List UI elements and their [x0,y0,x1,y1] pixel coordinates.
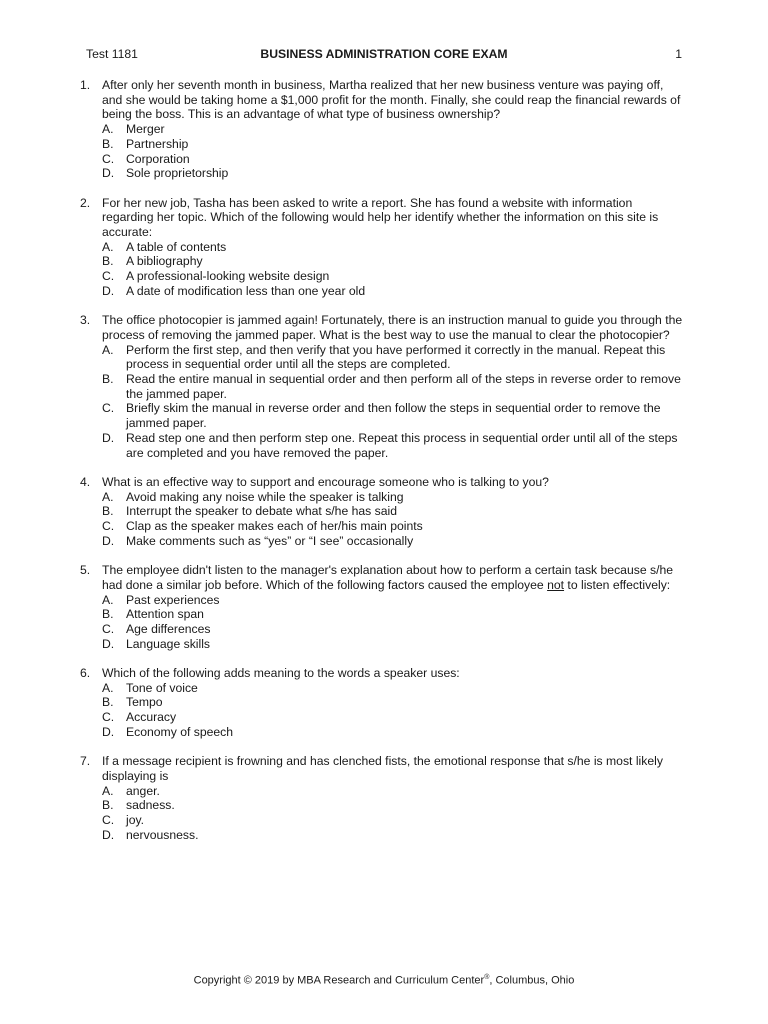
answer-option [102,710,684,725]
question-text: The office photocopier is jammed again! Fortunately, there is an instruction manual to guide you through the process of removing the jammed paper. What is the best way to use the manual to clear the photocopier? [102,313,683,342]
question-number: 3. [80,313,91,328]
question-6 [80,666,684,740]
option-text: Sole proprietorship [126,166,229,181]
option-letter: D. [102,636,115,651]
answer-option [102,269,684,284]
option-letter: B. [102,798,114,813]
answer-options [102,681,684,740]
answer-option [102,372,684,401]
option-letter: D. [102,827,115,842]
question-5 [80,563,684,651]
answer-options [102,490,684,549]
option-text: Corporation [126,151,190,166]
answer-option [102,122,684,137]
option-letter: C. [102,269,115,284]
option-letter: A. [102,342,114,357]
answer-option [102,166,684,181]
option-text: Attention span [126,607,204,622]
option-text: Briefly skim the manual in reverse order and then follow the steps in sequential order to remove the jammed paper. [126,401,661,431]
option-letter: D. [102,724,115,739]
answer-option [102,813,684,828]
copyright-location: , Columbus, Ohio [489,974,575,987]
question-text: Which of the following adds meaning to the words a speaker uses: [102,666,460,681]
answer-option [102,622,684,637]
answer-option [102,519,684,534]
answer-options [102,343,684,461]
question-number: 4. [80,474,91,489]
option-text: Clap as the speaker makes each of her/his main points [126,519,423,534]
question-1 [80,78,684,181]
question-list [80,78,684,857]
question-4 [80,475,684,549]
option-letter: D. [102,283,115,298]
registered-mark: ® [484,974,490,981]
option-text: Partnership [126,136,189,151]
question-3 [80,313,684,460]
question-text-start: The employee didn't listen to the manager's explanation about how to perform a certain task because s/he had done a similar job before. Which of the following factors caused the employee [102,563,674,592]
option-letter: B. [102,695,114,710]
option-letter: A. [102,783,114,798]
answer-option [102,284,684,299]
option-text: Age differences [126,621,211,636]
option-letter: B. [102,607,114,622]
answer-option [102,431,684,460]
option-letter: C. [102,401,115,416]
option-text: A professional-looking website design [126,269,330,284]
answer-option [102,607,684,622]
option-text: Interrupt the speaker to debate what s/he has said [126,504,398,519]
option-letter: A. [102,239,114,254]
option-text: Make comments such as “yes” or “I see” occasionally [126,533,414,548]
question-text [102,563,684,592]
option-letter: B. [102,254,114,269]
option-text: A date of modification less than one year old [126,283,366,298]
option-letter: C. [102,813,115,828]
option-text: sadness. [126,798,175,813]
answer-option [102,343,684,372]
answer-option [102,401,684,430]
answer-options [102,122,684,181]
answer-option [102,593,684,608]
answer-options [102,593,684,652]
answer-option [102,254,684,269]
page-header [86,46,682,62]
option-text: Merger [126,122,165,137]
answer-options [102,240,684,299]
exam-title: BUSINESS ADMINISTRATION CORE EXAM [260,47,508,61]
option-text: Read step one and then perform step one. Repeat this process in sequential order until all of the steps are completed and you have removed the paper. [126,430,678,460]
option-letter: B. [102,504,114,519]
question-number: 6. [80,666,91,681]
question-number: 5. [80,563,91,578]
option-letter: B. [102,372,114,387]
answer-option [102,137,684,152]
option-text: joy. [126,813,145,828]
copyright-footer [0,971,768,988]
option-letter: A. [102,489,114,504]
option-letter: A. [102,680,114,695]
option-letter: A. [102,592,114,607]
option-text: anger. [126,783,160,798]
option-text: Avoid making any noise while the speaker is talking [126,489,404,504]
option-text: Read the entire manual in sequential order and then perform all of the steps in reverse order to remove the jammed paper. [126,372,681,401]
question-text: After only her seventh month in business, Martha realized that her new business venture was paying off, and she would be taking home a $1,000 profit for the month. Finally, she could reap the financial rewards of being the boss. This is an advantage of what type of business ownership? [102,78,681,122]
option-letter: B. [102,136,114,151]
option-text: Tempo [126,695,163,710]
option-letter: C. [102,151,115,166]
question-number: 1. [80,78,91,92]
answer-option [102,695,684,710]
option-text: A table of contents [126,239,227,254]
question-number: 2. [80,195,91,210]
option-letter: D. [102,533,115,548]
question-number: 7. [80,754,91,769]
answer-option [102,784,684,799]
answer-option [102,534,684,549]
page-number: 1 [675,47,682,61]
question-text: For her new job, Tasha has been asked to write a report. She has found a website with information regarding her topic. Which of the following would help her identify whether the information on this site is accurate: [102,195,659,240]
option-text: A bibliography [126,254,203,269]
question-text: What is an effective way to support and encourage someone who is talking to you? [102,474,549,489]
option-text: nervousness. [126,827,199,842]
answer-option [102,828,684,843]
test-id: Test 1181 [86,47,138,61]
option-letter: A. [102,122,114,137]
option-text: Economy of speech [126,724,234,739]
question-7 [80,754,684,842]
answer-option [102,681,684,696]
option-letter: D. [102,430,115,445]
option-text: Language skills [126,636,211,651]
question-2 [80,196,684,299]
option-text: Perform the first step, and then verify that you have performed it correctly in the manual. Repeat this process in sequential order until all the steps are completed. [126,342,666,372]
option-text: Accuracy [126,710,177,725]
option-letter: C. [102,710,115,725]
option-letter: C. [102,519,115,534]
answer-option [102,504,684,519]
option-letter: D. [102,166,115,181]
answer-option [102,152,684,167]
option-text: Past experiences [126,592,220,607]
option-letter: C. [102,621,115,636]
option-text: Tone of voice [126,680,198,695]
answer-option [102,798,684,813]
question-text: If a message recipient is frowning and has clenched fists, the emotional response that s/he is most likely displaying is [102,754,663,783]
underlined-word: not [547,577,565,592]
answer-option [102,725,684,740]
answer-options [102,784,684,843]
answer-option [102,490,684,505]
question-text-end: to listen effectively: [564,577,671,592]
answer-option [102,637,684,652]
answer-option [102,240,684,255]
copyright-text: Copyright © 2019 by MBA Research and Curriculum Center [193,974,485,987]
